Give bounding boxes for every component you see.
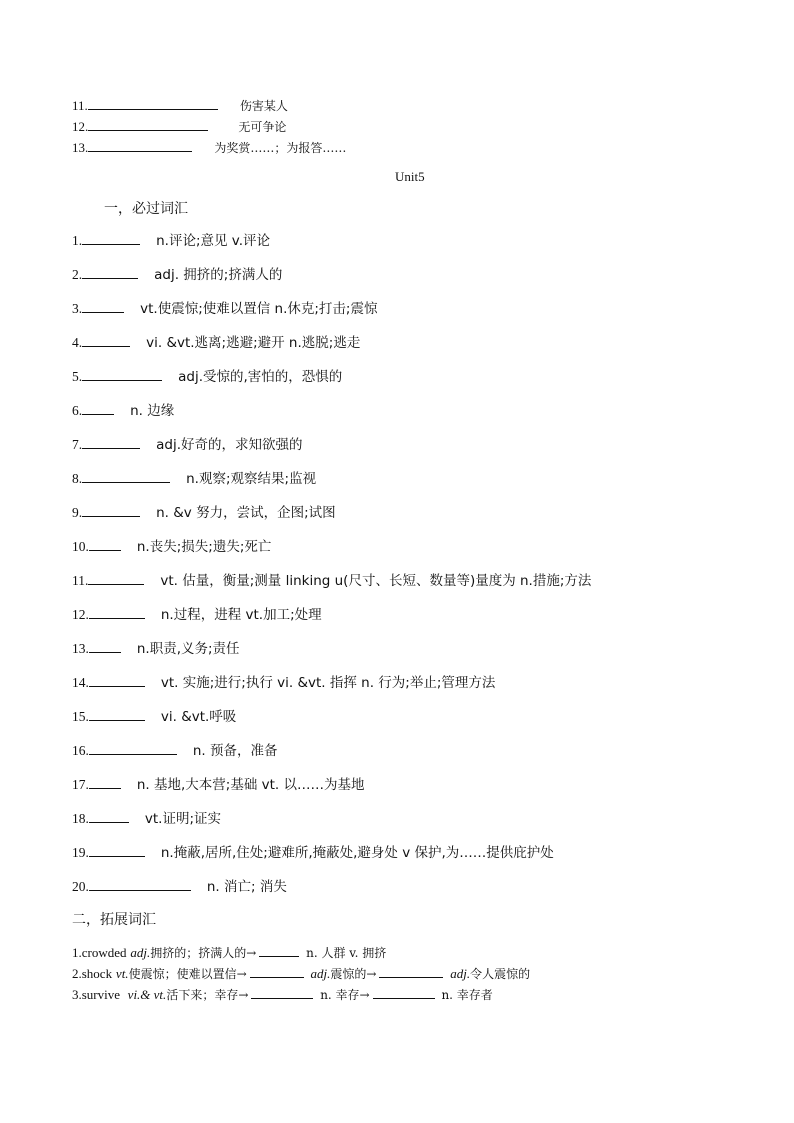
answer-blank[interactable]	[259, 945, 299, 957]
item-meaning: 伤害某人	[239, 99, 288, 113]
vocab-row-16	[72, 739, 278, 759]
item-number: 5.	[72, 369, 83, 384]
item-number: 12.	[72, 607, 89, 622]
item-meaning: n. 预备，准备	[192, 743, 278, 759]
vocab-row-18	[72, 807, 221, 827]
answer-blank[interactable]	[82, 232, 140, 245]
answer-blank[interactable]	[89, 878, 191, 891]
answer-blank[interactable]	[89, 674, 145, 687]
vocab-row-20	[72, 875, 287, 895]
extension-row-3	[72, 986, 493, 1003]
item-number: 4.	[72, 335, 83, 350]
item-meaning: n. 边缘	[130, 403, 175, 419]
vocab-row-3	[72, 297, 377, 317]
answer-blank[interactable]	[88, 119, 208, 131]
vocab-row-13	[72, 637, 240, 657]
derived-meaning: n. 幸存者	[441, 988, 493, 1002]
item-meaning: adj.受惊的,害怕的，恐惧的	[178, 369, 343, 385]
answer-blank[interactable]	[251, 987, 313, 999]
item-meaning: n.过程，进程 vt.加工;处理	[160, 607, 322, 623]
item-number: 12.	[72, 119, 89, 134]
top-item-13	[72, 139, 346, 156]
base-meaning: 使震惊；使难以置信→	[128, 967, 247, 981]
derived-meaning: n. 人群 v. 拥挤	[306, 946, 387, 960]
item-number: 6.	[72, 403, 83, 418]
item-meaning: adj. 拥挤的;挤满人的	[154, 267, 283, 283]
item-number: 10.	[72, 539, 89, 554]
item-number: 16.	[72, 743, 89, 758]
answer-blank[interactable]	[89, 844, 145, 857]
item-number: 8.	[72, 471, 83, 486]
item-meaning: n.掩蔽,居所,住处;避难所,掩蔽处,避身处 v 保护,为……提供庇护处	[160, 845, 554, 861]
answer-blank[interactable]	[250, 966, 304, 978]
answer-blank[interactable]	[82, 334, 130, 347]
item-number: 13.	[72, 641, 89, 656]
part-of-speech: adj.	[310, 966, 331, 981]
top-item-11	[72, 97, 288, 114]
answer-blank[interactable]	[89, 742, 177, 755]
derived-meaning: 震惊的→	[330, 967, 377, 981]
vocab-row-12	[72, 603, 322, 623]
answer-blank[interactable]	[89, 776, 121, 789]
vocab-row-15	[72, 705, 236, 725]
answer-blank[interactable]	[82, 436, 140, 449]
part-of-speech: adj.	[450, 966, 471, 981]
item-meaning: n. 消亡; 消失	[206, 879, 287, 895]
item-number: 11.	[72, 573, 89, 588]
section-heading-required-vocab: 一，必过词汇	[104, 201, 188, 217]
item-number: 7.	[72, 437, 83, 452]
item-meaning: vt. 估量，衡量;测量 linking u(尺寸、长短、数量等)量度为 n.措施;方法	[160, 573, 592, 589]
top-item-12	[72, 118, 286, 135]
item-number: 18.	[72, 811, 89, 826]
answer-blank[interactable]	[88, 140, 192, 152]
answer-blank[interactable]	[89, 810, 129, 823]
item-meaning: adj.好奇的，求知欲强的	[156, 437, 303, 453]
item-number: 1.	[72, 233, 83, 248]
vocab-row-17	[72, 773, 365, 793]
item-meaning: vt.证明;证实	[144, 811, 221, 827]
vocab-row-4	[72, 331, 360, 351]
item-meaning: n. &v 努力，尝试，企图;试图	[156, 505, 336, 521]
item-meaning: vi. &vt.呼吸	[160, 709, 237, 725]
answer-blank[interactable]	[88, 572, 144, 585]
item-meaning: n.丧失;损失;遗失;死亡	[136, 539, 272, 555]
answer-blank[interactable]	[89, 606, 145, 619]
item-number: 9.	[72, 505, 83, 520]
vocab-row-1	[72, 229, 270, 249]
vocab-row-9	[72, 501, 336, 521]
item-number: 14.	[72, 675, 89, 690]
vocab-row-5	[72, 365, 342, 385]
vocab-row-11	[72, 569, 591, 589]
item-meaning: n.观察;观察结果;监视	[186, 471, 317, 487]
item-number: 15.	[72, 709, 89, 724]
answer-blank[interactable]	[379, 966, 443, 978]
vocab-row-2	[72, 263, 282, 283]
answer-blank[interactable]	[89, 708, 145, 721]
answer-blank[interactable]	[82, 300, 124, 313]
answer-blank[interactable]	[82, 368, 162, 381]
vocab-row-10	[72, 535, 271, 555]
derived-meaning: n. 幸存→	[320, 988, 370, 1002]
item-meaning: n.评论;意见 v.评论	[156, 233, 271, 249]
item-meaning: 为奖赏……；为报答……	[214, 141, 347, 155]
answer-blank[interactable]	[82, 266, 138, 279]
vocab-row-14	[72, 671, 495, 691]
vocab-row-7	[72, 433, 303, 453]
answer-blank[interactable]	[89, 538, 121, 551]
item-meaning: vt.使震惊;使难以置信 n.休克;打击;震惊	[140, 301, 378, 317]
answer-blank[interactable]	[373, 987, 435, 999]
item-number: 3.	[72, 987, 82, 1002]
answer-blank[interactable]	[82, 402, 114, 415]
part-of-speech: adj.	[130, 945, 151, 960]
item-number: 17.	[72, 777, 89, 792]
item-number: 3.	[72, 301, 83, 316]
item-meaning: n.职责,义务;责任	[136, 641, 240, 657]
item-meaning: vi. &vt.逃离;逃避;避开 n.逃脱;逃走	[146, 335, 361, 351]
extension-row-2	[72, 965, 530, 982]
item-number: 2.	[72, 267, 83, 282]
derived-meaning: 令人震惊的	[470, 967, 531, 981]
answer-blank[interactable]	[82, 470, 170, 483]
item-number: 13.	[72, 140, 89, 155]
vocab-row-8	[72, 467, 316, 487]
base-meaning: 活下来；幸存→	[166, 988, 249, 1002]
item-number: 20.	[72, 879, 89, 894]
item-number: 19.	[72, 845, 89, 860]
base-word: crowded	[81, 945, 127, 960]
base-meaning: 拥挤的；挤满人的→	[150, 946, 257, 960]
item-meaning: vt. 实施;进行;执行 vi. &vt. 指挥 n. 行为;举止;管理方法	[160, 675, 496, 691]
item-meaning: 无可争论	[238, 120, 287, 134]
answer-blank[interactable]	[89, 640, 121, 653]
part-of-speech: vi.& vt.	[127, 987, 167, 1002]
answer-blank[interactable]	[88, 98, 218, 110]
base-word: shock	[81, 966, 113, 981]
item-meaning: n. 基地,大本营;基础 vt. 以……为基地	[136, 777, 365, 793]
part-of-speech: vt.	[115, 966, 129, 981]
section-heading-extension-vocab: 二，拓展词汇	[72, 912, 156, 928]
vocab-row-19	[72, 841, 554, 861]
unit-title: Unit5	[395, 169, 425, 184]
item-number: 11.	[72, 98, 88, 113]
answer-blank[interactable]	[82, 504, 140, 517]
extension-row-1	[72, 944, 386, 961]
base-word: survive	[81, 987, 121, 1002]
item-number: 2.	[72, 966, 82, 981]
item-number: 1.	[72, 945, 82, 960]
vocab-row-6	[72, 399, 174, 419]
